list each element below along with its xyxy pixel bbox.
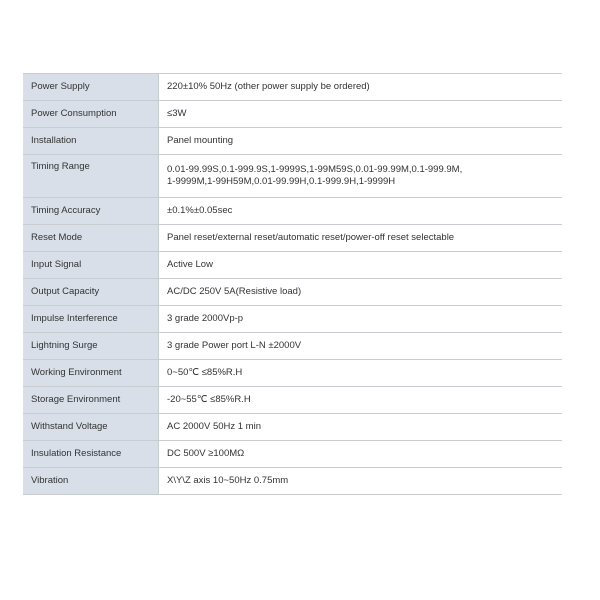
spec-value-output-capacity: AC/DC 250V 5A(Resistive load) bbox=[159, 279, 563, 306]
table-row bbox=[23, 387, 562, 414]
timing-range-line-1: 0.01-99.99S,0.1-999.9S,1-9999S,1-99M59S,0.01-99.99M,0.1-999.9M, bbox=[167, 164, 463, 175]
table-row bbox=[23, 101, 562, 128]
spec-value-insulation-resistance: DC 500V ≥100MΩ bbox=[159, 441, 563, 468]
table-row bbox=[23, 306, 562, 333]
table-row bbox=[23, 333, 562, 360]
spec-label-vibration: Vibration bbox=[23, 468, 159, 495]
spec-value-withstand-voltage: AC 2000V 50Hz 1 min bbox=[159, 414, 563, 441]
table-row bbox=[23, 74, 562, 101]
spec-value-lightning-surge: 3 grade Power port L-N ±2000V bbox=[159, 333, 563, 360]
table-row bbox=[23, 198, 562, 225]
spec-label-input-signal: Input Signal bbox=[23, 252, 159, 279]
spec-value-reset-mode: Panel reset/external reset/automatic reset/power-off reset selectable bbox=[159, 225, 563, 252]
table-row bbox=[23, 360, 562, 387]
spec-label-power-supply: Power Supply bbox=[23, 74, 159, 101]
spec-value-timing-range bbox=[159, 155, 563, 198]
table-row bbox=[23, 441, 562, 468]
spec-label-withstand-voltage: Withstand Voltage bbox=[23, 414, 159, 441]
spec-label-output-capacity: Output Capacity bbox=[23, 279, 159, 306]
spec-label-impulse-interference: Impulse Interference bbox=[23, 306, 159, 333]
specification-table bbox=[23, 73, 562, 495]
spec-label-storage-environment: Storage Environment bbox=[23, 387, 159, 414]
spec-value-power-supply: 220±10% 50Hz (other power supply be ordered) bbox=[159, 74, 563, 101]
timing-range-line-2: 1-9999M,1-99H59M,0.01-99.99H,0.1-999.9H,1-9999H bbox=[167, 176, 396, 187]
spec-value-timing-accuracy: ±0.1%±0.05sec bbox=[159, 198, 563, 225]
spec-value-storage-environment: -20~55℃ ≤85%R.H bbox=[159, 387, 563, 414]
spec-label-timing-accuracy: Timing Accuracy bbox=[23, 198, 159, 225]
specification-table-body bbox=[23, 74, 562, 495]
spec-label-timing-range: Timing Range bbox=[23, 155, 159, 198]
spec-label-lightning-surge: Lightning Surge bbox=[23, 333, 159, 360]
spec-value-power-consumption: ≤3W bbox=[159, 101, 563, 128]
table-row bbox=[23, 155, 562, 198]
spec-value-input-signal: Active Low bbox=[159, 252, 563, 279]
spec-label-power-consumption: Power Consumption bbox=[23, 101, 159, 128]
spec-label-installation: Installation bbox=[23, 128, 159, 155]
table-row bbox=[23, 279, 562, 306]
table-row bbox=[23, 128, 562, 155]
table-row bbox=[23, 468, 562, 495]
spec-value-vibration: X\Y\Z axis 10~50Hz 0.75mm bbox=[159, 468, 563, 495]
table-row bbox=[23, 225, 562, 252]
spec-label-working-environment: Working Environment bbox=[23, 360, 159, 387]
spec-value-installation: Panel mounting bbox=[159, 128, 563, 155]
spec-label-reset-mode: Reset Mode bbox=[23, 225, 159, 252]
spec-label-insulation-resistance: Insulation Resistance bbox=[23, 441, 159, 468]
spec-value-impulse-interference: 3 grade 2000Vp-p bbox=[159, 306, 563, 333]
spec-value-working-environment: 0~50℃ ≤85%R.H bbox=[159, 360, 563, 387]
table-row bbox=[23, 414, 562, 441]
table-row bbox=[23, 252, 562, 279]
